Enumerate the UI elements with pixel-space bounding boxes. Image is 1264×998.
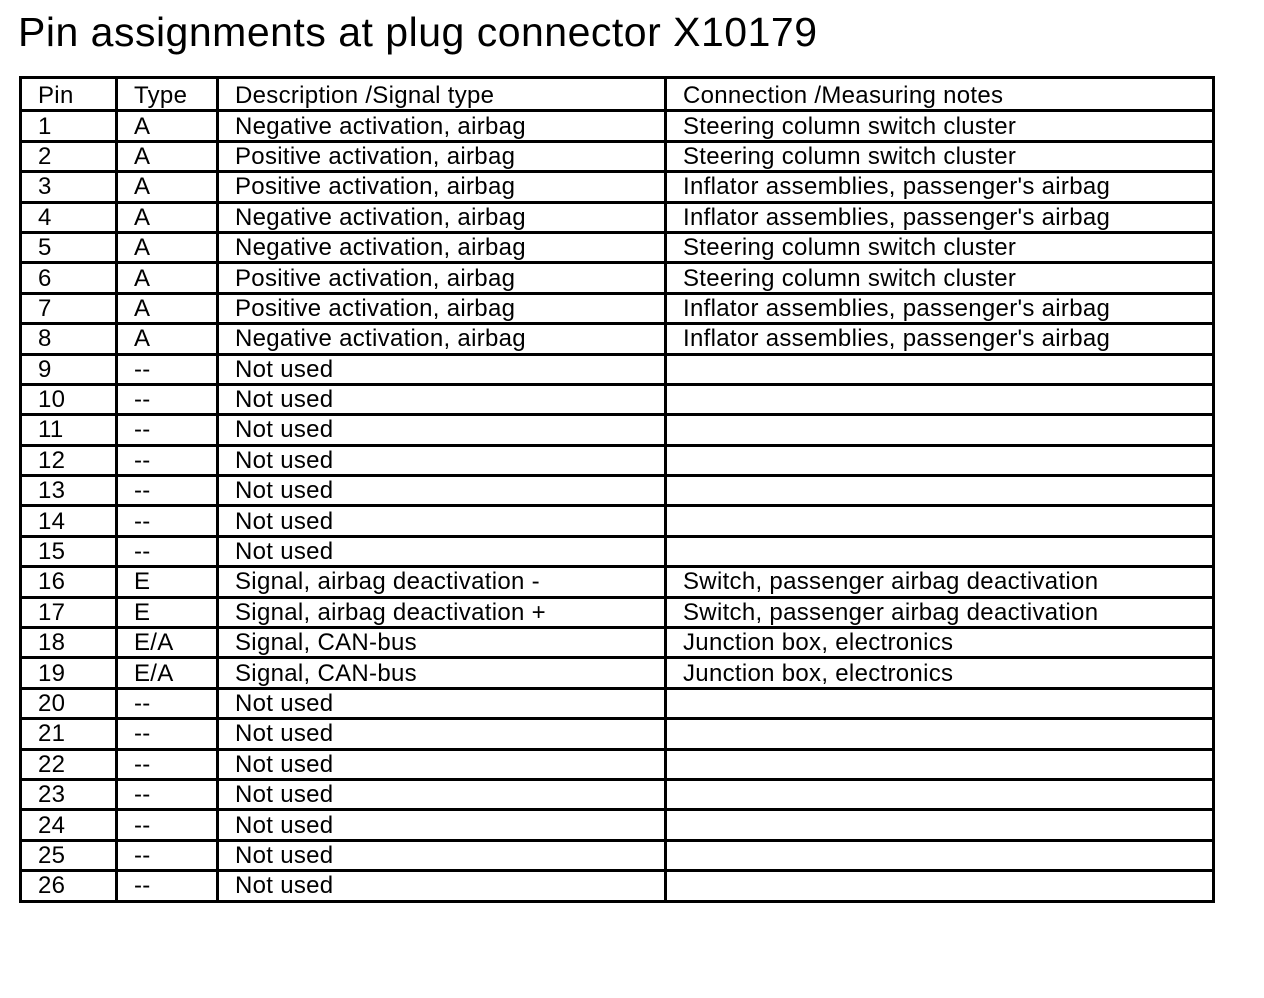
cell-connection: Steering column switch cluster: [666, 263, 1214, 293]
cell-type: --: [117, 840, 218, 870]
cell-description: Not used: [218, 871, 666, 901]
cell-pin: 22: [21, 749, 117, 779]
cell-connection: [666, 840, 1214, 870]
cell-connection: [666, 779, 1214, 809]
table-row: [21, 719, 1214, 749]
cell-pin: 3: [21, 172, 117, 202]
cell-description: Signal, airbag deactivation -: [218, 567, 666, 597]
table-row: [21, 476, 1214, 506]
cell-pin: 13: [21, 476, 117, 506]
table-row: [21, 810, 1214, 840]
cell-type: --: [117, 354, 218, 384]
cell-type: A: [117, 202, 218, 232]
cell-description: Positive activation, airbag: [218, 141, 666, 171]
table-row: [21, 445, 1214, 475]
cell-connection: Switch, passenger airbag deactivation: [666, 567, 1214, 597]
cell-type: E: [117, 597, 218, 627]
cell-connection: Switch, passenger airbag deactivation: [666, 597, 1214, 627]
table-body: [21, 111, 1214, 901]
cell-type: --: [117, 810, 218, 840]
table-row: [21, 111, 1214, 141]
cell-pin: 24: [21, 810, 117, 840]
cell-description: Negative activation, airbag: [218, 324, 666, 354]
table-row: [21, 871, 1214, 901]
table-row: [21, 628, 1214, 658]
cell-description: Positive activation, airbag: [218, 293, 666, 323]
cell-pin: 23: [21, 779, 117, 809]
cell-type: --: [117, 415, 218, 445]
cell-pin: 10: [21, 384, 117, 414]
cell-type: --: [117, 779, 218, 809]
cell-type: --: [117, 506, 218, 536]
cell-connection: [666, 871, 1214, 901]
cell-description: Not used: [218, 354, 666, 384]
cell-type: E/A: [117, 658, 218, 688]
cell-type: E/A: [117, 628, 218, 658]
cell-type: --: [117, 719, 218, 749]
table-row: [21, 293, 1214, 323]
table-row: [21, 506, 1214, 536]
table-row: [21, 779, 1214, 809]
cell-type: --: [117, 688, 218, 718]
cell-pin: 17: [21, 597, 117, 627]
cell-connection: Junction box, electronics: [666, 628, 1214, 658]
cell-description: Not used: [218, 688, 666, 718]
column-header-connection: Connection /Measuring notes: [666, 78, 1214, 111]
table-row: [21, 597, 1214, 627]
cell-description: Not used: [218, 384, 666, 414]
cell-pin: 8: [21, 324, 117, 354]
cell-pin: 19: [21, 658, 117, 688]
cell-type: A: [117, 232, 218, 262]
cell-description: Not used: [218, 810, 666, 840]
cell-type: --: [117, 476, 218, 506]
table-row: [21, 688, 1214, 718]
cell-description: Positive activation, airbag: [218, 172, 666, 202]
table-header-row: [21, 78, 1214, 111]
cell-description: Negative activation, airbag: [218, 232, 666, 262]
cell-description: Not used: [218, 415, 666, 445]
table-row: [21, 263, 1214, 293]
cell-connection: [666, 719, 1214, 749]
cell-pin: 14: [21, 506, 117, 536]
cell-type: --: [117, 536, 218, 566]
cell-connection: Steering column switch cluster: [666, 141, 1214, 171]
cell-connection: Steering column switch cluster: [666, 111, 1214, 141]
pin-assignment-table: [19, 76, 1215, 903]
cell-description: Positive activation, airbag: [218, 263, 666, 293]
table-row: [21, 567, 1214, 597]
cell-pin: 25: [21, 840, 117, 870]
cell-description: Not used: [218, 445, 666, 475]
cell-type: A: [117, 263, 218, 293]
cell-pin: 6: [21, 263, 117, 293]
cell-description: Negative activation, airbag: [218, 202, 666, 232]
cell-type: --: [117, 445, 218, 475]
cell-type: A: [117, 141, 218, 171]
cell-description: Negative activation, airbag: [218, 111, 666, 141]
cell-connection: Junction box, electronics: [666, 658, 1214, 688]
cell-type: --: [117, 871, 218, 901]
cell-pin: 20: [21, 688, 117, 718]
cell-pin: 16: [21, 567, 117, 597]
column-header-description: Description /Signal type: [218, 78, 666, 111]
cell-pin: 18: [21, 628, 117, 658]
cell-description: Signal, CAN-bus: [218, 658, 666, 688]
cell-connection: [666, 476, 1214, 506]
cell-description: Not used: [218, 536, 666, 566]
cell-type: A: [117, 111, 218, 141]
cell-description: Not used: [218, 506, 666, 536]
column-header-type: Type: [117, 78, 218, 111]
cell-type: E: [117, 567, 218, 597]
cell-pin: 26: [21, 871, 117, 901]
table-row: [21, 384, 1214, 414]
cell-connection: [666, 506, 1214, 536]
cell-description: Signal, CAN-bus: [218, 628, 666, 658]
table-row: [21, 840, 1214, 870]
cell-pin: 2: [21, 141, 117, 171]
cell-description: Signal, airbag deactivation +: [218, 597, 666, 627]
cell-description: Not used: [218, 779, 666, 809]
cell-connection: Inflator assemblies, passenger's airbag: [666, 324, 1214, 354]
cell-pin: 1: [21, 111, 117, 141]
cell-pin: 5: [21, 232, 117, 262]
cell-pin: 12: [21, 445, 117, 475]
cell-connection: [666, 749, 1214, 779]
table-row: [21, 658, 1214, 688]
cell-type: A: [117, 324, 218, 354]
cell-connection: [666, 810, 1214, 840]
cell-pin: 15: [21, 536, 117, 566]
cell-description: Not used: [218, 476, 666, 506]
table-row: [21, 141, 1214, 171]
cell-connection: [666, 415, 1214, 445]
cell-connection: [666, 354, 1214, 384]
cell-description: Not used: [218, 749, 666, 779]
cell-pin: 7: [21, 293, 117, 323]
cell-pin: 9: [21, 354, 117, 384]
cell-description: Not used: [218, 719, 666, 749]
cell-type: A: [117, 293, 218, 323]
table-row: [21, 415, 1214, 445]
cell-pin: 21: [21, 719, 117, 749]
table-row: [21, 354, 1214, 384]
page-title: Pin assignments at plug connector X10179: [18, 9, 818, 55]
table-row: [21, 536, 1214, 566]
cell-connection: Inflator assemblies, passenger's airbag: [666, 293, 1214, 323]
cell-type: A: [117, 172, 218, 202]
cell-connection: [666, 445, 1214, 475]
table-row: [21, 324, 1214, 354]
cell-connection: [666, 536, 1214, 566]
column-header-pin: Pin: [21, 78, 117, 111]
cell-connection: Inflator assemblies, passenger's airbag: [666, 172, 1214, 202]
cell-connection: Inflator assemblies, passenger's airbag: [666, 202, 1214, 232]
cell-connection: Steering column switch cluster: [666, 232, 1214, 262]
cell-pin: 11: [21, 415, 117, 445]
cell-pin: 4: [21, 202, 117, 232]
table-row: [21, 202, 1214, 232]
cell-description: Not used: [218, 840, 666, 870]
table-row: [21, 232, 1214, 262]
table-row: [21, 172, 1214, 202]
cell-type: --: [117, 749, 218, 779]
cell-connection: [666, 384, 1214, 414]
cell-type: --: [117, 384, 218, 414]
cell-connection: [666, 688, 1214, 718]
table-row: [21, 749, 1214, 779]
